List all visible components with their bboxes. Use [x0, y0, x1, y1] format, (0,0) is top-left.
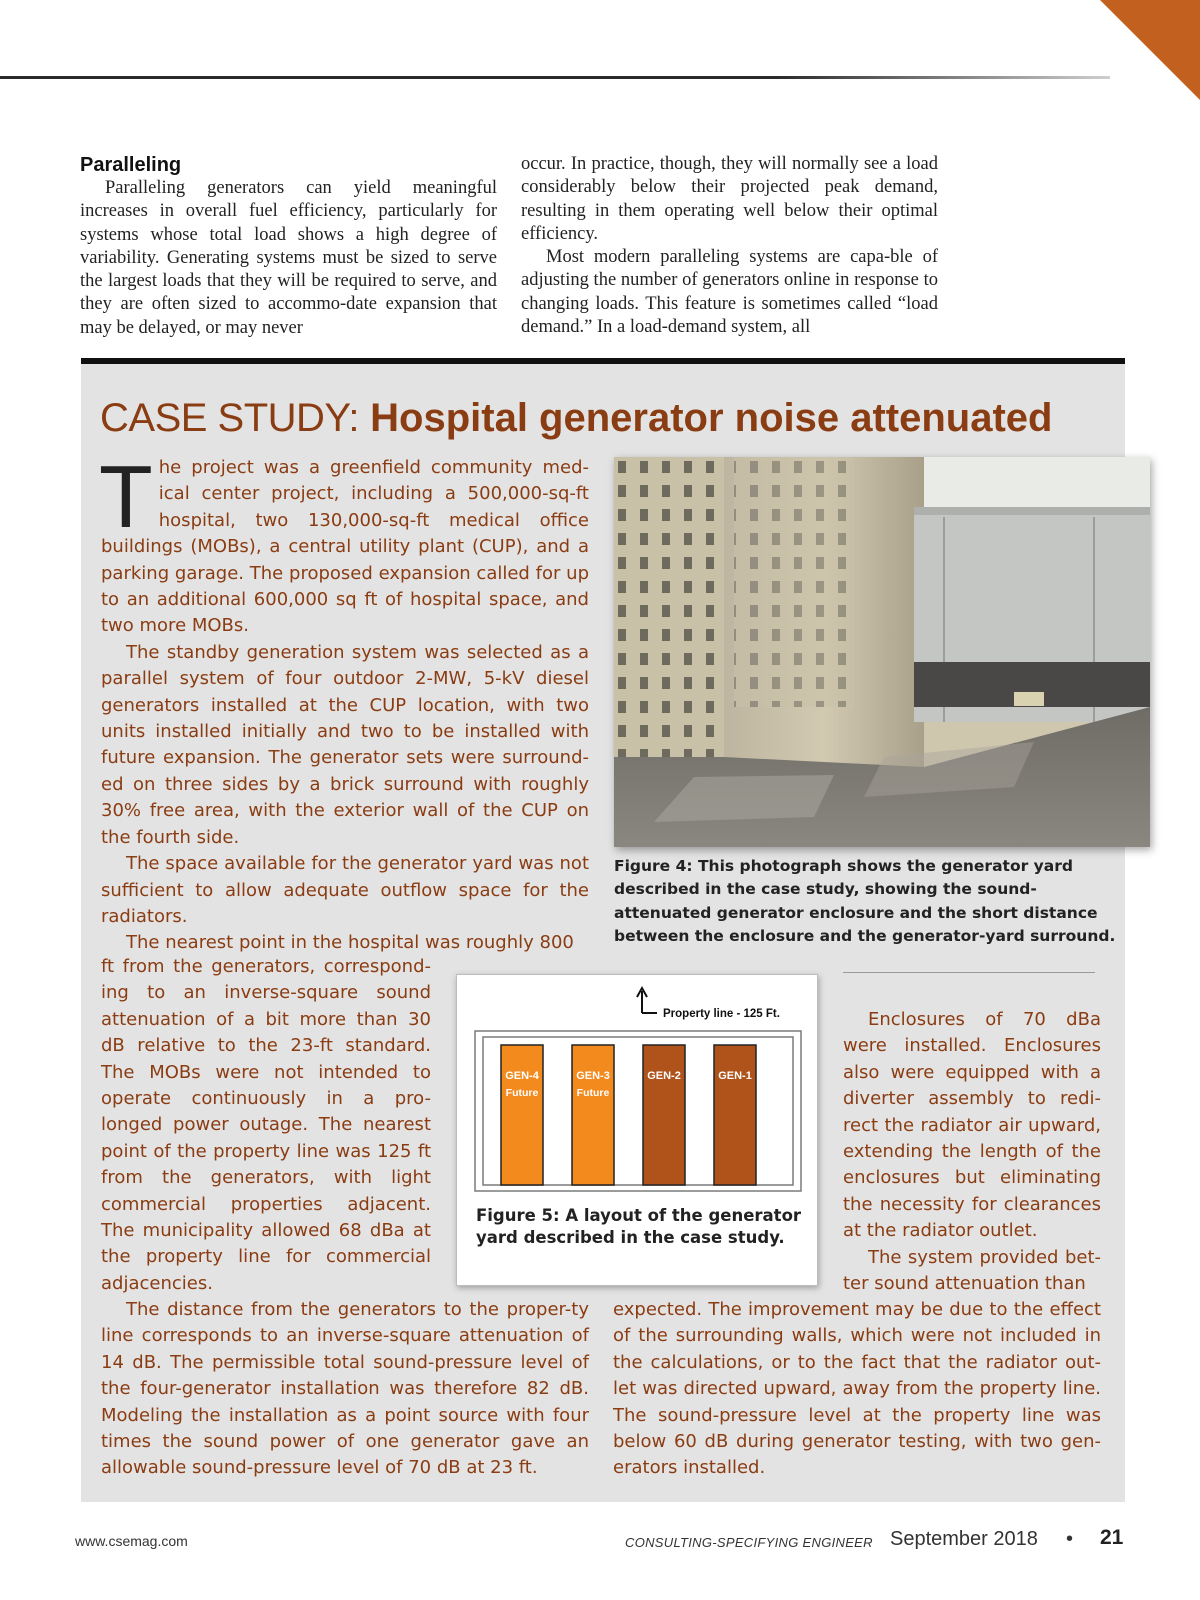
generator-label: GEN-1 — [718, 1070, 752, 1082]
generator-block — [643, 1045, 685, 1185]
figure-5-layout — [456, 974, 818, 1286]
paragraph: Most modern paralleling systems are capa-ble of adjusting the number of generators online in response to changing loads. This feature is sometimes called “load demand.” In a load-demand system, all — [521, 247, 938, 338]
case-study-text-block-5 — [613, 1297, 1101, 1482]
generator-label: GEN-2 — [647, 1070, 681, 1082]
top-rule — [0, 76, 1110, 79]
up-arrow-icon — [637, 988, 657, 1013]
footer-date: September 2018 — [890, 1528, 1038, 1550]
case-study-rule — [81, 358, 1125, 364]
footer-url[interactable]: www.csemag.com — [75, 1533, 188, 1549]
figure-4-caption: Figure 4: This photograph shows the generator yard described in the case study, showing the sound-attenuated generator enclosure and the short distance between the enclosure and the generator-yard surround. — [614, 857, 1116, 946]
case-study-text-block-2 — [101, 954, 431, 1297]
paragraph: occur. In practice, though, they will normally see a load considerably below their projected peak demand, resulting in them operating well below their optimal efficiency. — [521, 154, 938, 244]
generator-block — [572, 1045, 614, 1185]
section-heading: Paralleling — [80, 154, 182, 176]
paragraph: expected. The improvement may be due to the effect of the surrounding walls, which were not included in the calculations, or to the fact that the radiator out-let was directed upward, away from the property line. The sound-pressure level at the property line was below 60 dB during generator testing, with two gen-erators installed. — [613, 1299, 1101, 1479]
title-prefix: CASE STUDY: — [100, 396, 360, 440]
paragraph: ft from the generators, correspond-ing to an inverse-square sound attenuation of a bit more than 30 dB relative to the 23-ft standard. The MOBs were not intended to operate continuously in a pro-longed power outage. The nearest point of the property line was 125 ft from the generators, with light commercial properties adjacent. The municipality allowed 68 dBa at the property line for commercial adjacencies. — [101, 956, 431, 1294]
generator-label: GEN-3 — [576, 1070, 610, 1082]
article-column-1 — [80, 153, 497, 340]
paragraph: Paralleling generators can yield meaningful increases in overall fuel efficiency, particularly for systems whose total load shows a high degree of variability. Generating systems must be sized to serve the largest loads that they will be required to serve, and they are often sized to accommo-date expansion that may be delayed, or may never — [80, 178, 497, 338]
article-column-2 — [521, 153, 938, 339]
paragraph: Enclosures of 70 dBa were installed. Enclosures also were equipped with a diverter assembly to redi-rect the radiator air upward, extending the length of the enclosures but eliminating the necessity for clearances at the radiator outlet. — [843, 1009, 1101, 1242]
generator-yard-photo — [614, 457, 1150, 847]
figure-5-caption: Figure 5: A layout of the generator yard described in the case study. — [476, 1206, 802, 1247]
generator-label: GEN-4 — [505, 1070, 539, 1082]
paragraph: The nearest point in the hospital was roughly 800 — [126, 932, 574, 954]
page-number: 21 — [1100, 1526, 1124, 1549]
case-study-text-block-1 — [99, 447, 589, 957]
case-study-text-block-3 — [101, 1297, 589, 1482]
footer-separator: • — [1066, 1528, 1074, 1550]
corner-accent — [1100, 0, 1200, 100]
footer-magazine: CONSULTING-SPECIFYING ENGINEER — [625, 1535, 873, 1550]
generator-status: Future — [576, 1087, 610, 1099]
caption-divider — [843, 972, 1095, 973]
title-text: Hospital generator noise attenuated — [370, 396, 1053, 440]
paragraph — [99, 447, 589, 640]
property-line-label: Property line - 125 Ft. — [663, 1008, 780, 1020]
case-study-title — [100, 394, 1052, 442]
paragraph: The standby generation system was selected as a parallel system of four outdoor 2-MW, 5-kV diesel generators installed at the CUP location, with two units installed initially and two to be installed with future expansion. The generator sets were surround-ed on three sides by a brick surround with roughly 30% free area, with the exterior wall of the CUP on the fourth side. — [101, 641, 589, 848]
generator-block — [501, 1045, 543, 1185]
paragraph: The system provided bet-ter sound attenuation than — [843, 1246, 1101, 1295]
generator-status: Future — [505, 1087, 539, 1099]
paragraph-text: he project was a greenfield community med-ical center project, including a 500,000-sq-ft hospital, two 130,000-sq-ft medical office buildings (MOBs), a central utility plant (CUP), and a parking garage. The proposed expansion called for up to an additional 600,000 sq ft of hospital space, and two more MOBs. — [101, 457, 589, 637]
paragraph: The distance from the generators to the proper-ty line corresponds to an inverse-square attenuation of 14 dB. The permissible total sound-pressure level of the four-generator installation was therefore 82 dB. Modeling the installation as a point source with four times the sound power of one generator gave an allowable sound-pressure level of 70 dB at 23 ft. — [101, 1299, 589, 1479]
drop-cap: T — [99, 447, 153, 546]
paragraph: The space available for the generator yard was not sufficient to allow adequate outflow space for the radiators. — [101, 853, 589, 927]
case-study-text-block-4 — [843, 1007, 1101, 1297]
generator-block — [714, 1045, 756, 1185]
